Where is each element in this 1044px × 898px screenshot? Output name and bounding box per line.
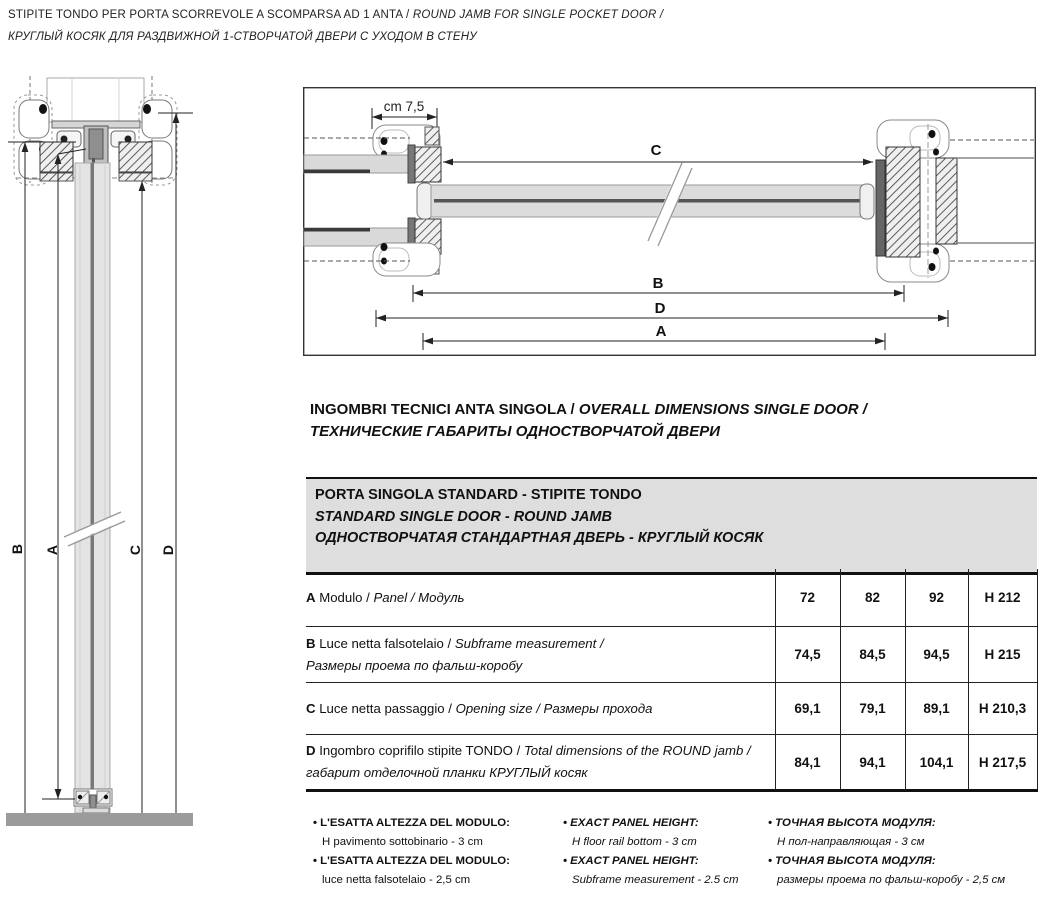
note-body: размеры проема по фальш-коробу - 2,5 см (777, 874, 1006, 886)
footnotes-english (563, 814, 768, 890)
cell-value: 94,1 (840, 735, 905, 791)
table-row (306, 683, 1037, 735)
note-body: Subframe measurement - 2.5 cm (572, 874, 739, 886)
cell-value: 104,1 (905, 735, 968, 791)
footnotes (313, 814, 1037, 890)
cell-value: H 215 (968, 627, 1037, 683)
cell-value: 79,1 (840, 683, 905, 735)
plan-section-drawing (303, 87, 1036, 356)
dim-label-d: D (654, 300, 666, 317)
note-title: • EXACT PANEL HEIGHT: (563, 855, 699, 867)
cell-value: 69,1 (775, 683, 840, 735)
dim-label-b: B (652, 275, 664, 292)
page-header (8, 4, 663, 48)
table-header-it: PORTA SINGOLA STANDARD - STIPITE TONDO (315, 487, 642, 503)
timber-block-left (40, 142, 73, 172)
note-title: • L'ESATTA ALTEZZA DEL MODULO: (313, 817, 510, 829)
bullet-icon: • (563, 855, 567, 867)
header-line-1 (8, 4, 663, 26)
bullet-icon: • (563, 817, 567, 829)
cell-value: 84,1 (775, 735, 840, 791)
floor (6, 813, 193, 826)
table-row (306, 627, 1037, 683)
section-title-ru: ТЕХНИЧЕСКИЕ ГАБАРИТЫ ОДНОСТВОРЧАТОЙ ДВЕРИ (310, 422, 721, 440)
bullet-icon: • (768, 817, 772, 829)
section-title-it: INGOMBRI TECNICI ANTA SINGOLA / (310, 401, 579, 418)
door-panel-vertical (64, 163, 125, 813)
header-line-2 (8, 26, 663, 48)
dim-label-b: B (9, 543, 25, 555)
dim-label-c: C (127, 544, 143, 556)
dim-label-c: C (650, 142, 662, 159)
section-title (310, 399, 867, 442)
table-header-en: STANDARD SINGLE DOOR - ROUND JAMB (315, 508, 612, 525)
row-label: B Luce netta falsotelaio / Subframe measurement / Размеры проема по фальш-коробу (306, 627, 775, 683)
header-title-ru: КРУГЛЫЙ КОСЯК ДЛЯ РАЗДВИЖНОЙ 1-СТВОРЧАТОЙ ДВЕРИ С УХОДОМ В СТЕНУ (8, 31, 477, 43)
note-title: • L'ESATTA ALTEZZA DEL MODULO: (313, 855, 510, 867)
note-body: H floor rail bottom - 3 cm (572, 836, 697, 848)
dim-label-a: A (655, 323, 667, 340)
pocket-depth-label: cm 7,5 (383, 99, 425, 114)
cell-value: 89,1 (905, 683, 968, 735)
table-header (306, 477, 1037, 575)
cell-value: 74,5 (775, 627, 840, 683)
section-title-line-1 (310, 399, 867, 421)
row-label: C Luce netta passaggio / Opening size / Размеры прохода (306, 683, 775, 735)
dimensions-table (306, 569, 1038, 792)
row-label: D Ingombro coprifilo stipite TONDO / Total dimensions of the ROUND jamb / габарит отделочной планки КРУГЛЫЙ косяк (306, 735, 775, 791)
cell-value: H 210,3 (968, 683, 1037, 735)
note-title: • EXACT PANEL HEIGHT: (563, 817, 699, 829)
section-title-en: OVERALL DIMENSIONS SINGLE DOOR / (578, 401, 867, 418)
note-body: luce netta falsotelaio - 2,5 cm (322, 874, 471, 886)
note-title: • ТОЧНАЯ ВЫСОТА МОДУЛЯ: (768, 855, 936, 867)
dim-label-a: A (44, 544, 60, 556)
cell-value: 72 (775, 569, 840, 627)
cell-value: 82 (840, 569, 905, 627)
table-row (306, 735, 1037, 791)
bullet-icon: • (768, 855, 772, 867)
cell-value: H 217,5 (968, 735, 1037, 791)
table-row (306, 569, 1037, 627)
vertical-section-drawing (0, 70, 200, 830)
table-header-ru: ОДНОСТВОРЧАТАЯ СТАНДАРТНАЯ ДВЕРЬ - КРУГЛЫЙ КОСЯК (315, 530, 764, 546)
dim-label-d: D (160, 544, 176, 556)
cell-value: H 212 (968, 569, 1037, 627)
cell-value: 84,5 (840, 627, 905, 683)
cell-value: 92 (905, 569, 968, 627)
bullet-icon: • (313, 855, 317, 867)
footnotes-italian (313, 814, 563, 890)
bullet-icon: • (313, 817, 317, 829)
header-title-en: ROUND JAMB FOR SINGLE POCKET DOOR / (412, 9, 664, 21)
row-label: A Modulo / Panel / Модуль (306, 589, 465, 605)
footnotes-russian (768, 814, 1036, 890)
timber-block-right (119, 142, 152, 172)
section-title-line-2 (310, 421, 867, 443)
header-title-it: STIPITE TONDO PER PORTA SCORREVOLE A SCOMPARSA AD 1 ANTA / (8, 9, 413, 21)
cell-value: 94,5 (905, 627, 968, 683)
note-title: • ТОЧНАЯ ВЫСОТА МОДУЛЯ: (768, 817, 936, 829)
note-body: Н пол-направляющая - 3 см (777, 836, 925, 848)
note-body: H pavimento sottobinario - 3 cm (322, 836, 483, 848)
